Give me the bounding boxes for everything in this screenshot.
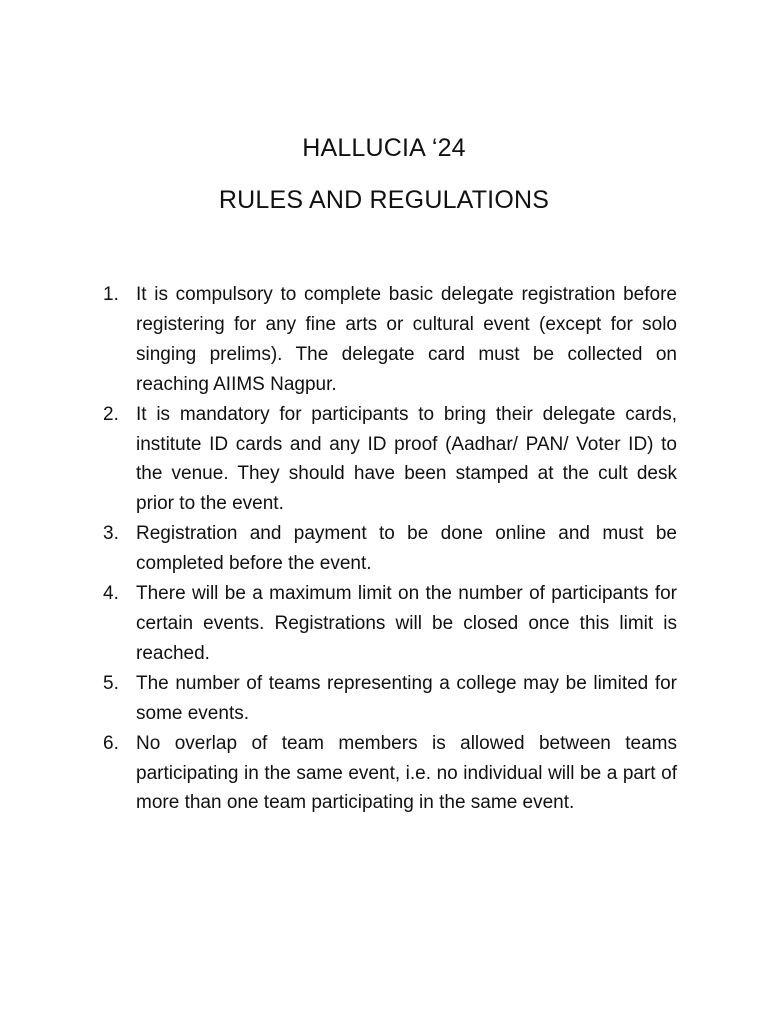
rule-number: 6.	[103, 732, 119, 754]
rule-text: The number of teams representing a college may be limited for some events.	[136, 672, 677, 724]
rule-item-5	[103, 669, 677, 729]
rule-text: No overlap of team members is allowed between teams participating in the same event, i.e. no individual will be a part of more than one team participating in the same event.	[136, 732, 677, 814]
rule-item-3	[103, 519, 677, 579]
rule-number: 2.	[103, 403, 119, 425]
document-title: HALLUCIA ‘24	[302, 134, 466, 162]
rule-text: It is mandatory for participants to bring their delegate cards, institute ID cards and any ID proof (Aadhar/ PAN/ Voter ID) to the venue. They should have been stamped at the cult desk prior to the event.	[136, 403, 677, 515]
rule-text: There will be a maximum limit on the number of participants for certain events. Registrations will be closed once this limit is reached.	[136, 583, 677, 664]
rule-item-1	[103, 280, 677, 400]
rule-number: 4.	[103, 583, 119, 605]
rule-text: It is compulsory to complete basic delegate registration before registering for any fine arts or cultural event (except for solo singing prelims). The delegate card must be collected on reaching AIIMS Nagpur.	[136, 284, 677, 395]
rule-text: Registration and payment to be done online and must be completed before the event.	[136, 523, 677, 575]
rule-number: 5.	[103, 672, 119, 694]
rules-list	[103, 280, 677, 818]
rule-item-6	[103, 729, 677, 819]
rule-item-2	[103, 400, 677, 520]
rule-number: 1.	[103, 284, 119, 305]
rule-item-4	[103, 579, 677, 669]
document-subtitle: RULES AND REGULATIONS	[218, 186, 550, 214]
rule-number: 3.	[103, 523, 119, 545]
